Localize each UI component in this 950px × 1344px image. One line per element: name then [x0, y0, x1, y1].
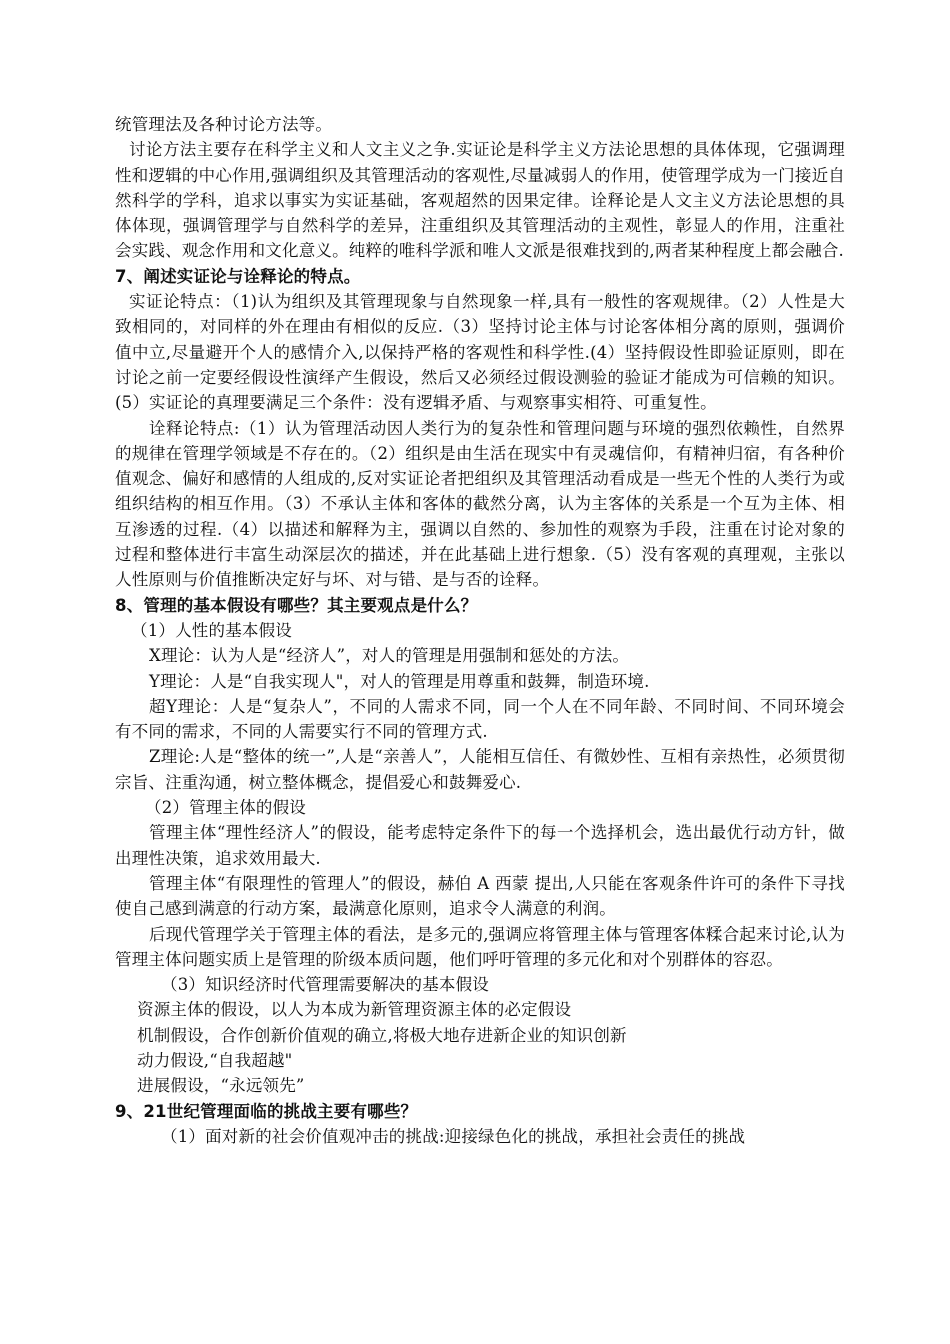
section-heading-7: 7、阐述实证论与诠释论的特点。: [115, 266, 361, 286]
paragraph: 后现代管理学关于管理主体的看法，是多元的,强调应将管理主体与管理客体糅合起来讨论,认为管理主体问题实质上是管理的阶级本质问题，他们呼吁管理的多元化和对个别群体的容忍。: [115, 924, 845, 969]
paragraph: 实证论特点：（1)认为组织及其管理现象与自然现象一样,具有一般性的客观规律。（2）人性是大致相同的，对同样的外在理由有相似的反应.（3）坚持讨论主体与讨论客体相分离的原则，强调价值中立,尽量避开个人的感情介入,以保持严格的客观性和科学性.(4）坚持假设性即验证原则，即在讨论之前一定要经假设性演绎产生假设，然后又必须经过假设测验的验证才能成为可信赖的知识。(5）实证论的真理要满足三个条件：没有逻辑矛盾、与观察事实相符、可重复性。: [115, 292, 845, 413]
subheading: （1）人性的基本假设: [131, 620, 292, 640]
subheading: （2）管理主体的假设: [145, 798, 306, 818]
paragraph: X理论：认为人是“经济人”，对人的管理是用强制和惩处的方法。: [149, 646, 630, 666]
paragraph: 超Y理论：人是“复杂人”，不同的人需求不同，同一个人在不同年龄、不同时间、不同环境会有不同的需求，不同的人需要实行不同的管理方式.: [115, 696, 845, 742]
paragraph: Z理论:人是“整体的统一”,人是“亲善人”，人能相互信任、有微妙性、互相有亲热性，必须贯彻宗旨、注重沟通，树立整体概念，提倡爱心和鼓舞爱心.: [115, 747, 845, 792]
list-item: 进展假设，“永远领先”: [137, 1076, 305, 1096]
list-item: 资源主体的假设，以人为本成为新管理资源主体的必定假设: [137, 1000, 572, 1020]
paragraph: （1）面对新的社会价值观冲击的挑战:迎接绿色化的挑战，承担社会责任的挑战: [161, 1126, 746, 1146]
paragraph: 管理主体“有限理性的管理人”的假设，赫伯 A 西蒙 提出,人只能在客观条件许可的条件下寻找使自己感到满意的行动方案，最满意化原则，追求令人满意的利润。: [115, 873, 845, 919]
section-heading-9: 9、21世纪管理面临的挑战主要有哪些？: [115, 1101, 418, 1121]
document-body: [115, 112, 845, 1149]
paragraph: Y理论：人是“自我实现人"，对人的管理是用尊重和鼓舞，制造环境.: [149, 671, 650, 691]
paragraph: 诠释论特点:（1）认为管理活动因人类行为的复杂性和管理问题与环境的强烈依赖性，自然界的规律在管理学领域是不存在的。（2）组织是由生活在现实中有灵魂信仰，有精神归宿，有各种价值观念、偏好和感情的人组成的,反对实证论者把组织及其管理活动看成是一些无个性的人类行为或组织结构的相互作用。（3）不承认主体和客体的截然分离，认为主客体的关系是一个互为主体、相互渗透的过程.（4）以描述和解释为主，强调以自然的、参加性的观察为手段，注重在讨论对象的过程和整体进行丰富生动深层次的描述，并在此基础上进行想象.（5）没有客观的真理观，主张以人性原则与价值推断决定好与坏、对与错、是与否的诠释。: [115, 418, 845, 590]
list-item: 机制假设，合作创新价值观的确立,将极大地存进新企业的知识创新: [137, 1025, 627, 1045]
paragraph: 讨论方法主要存在科学主义和人文主义之争.实证论是科学主义方法论思想的具体体现，它强调理性和逻辑的中心作用,强调组织及其管理活动的客观性,尽量减弱人的作用，使管理学成为一门接近自然科学的学科，追求以事实为实证基础，客观超然的因果定律。诠释论是人文主义方法论思想的具体体现，强调管理学与自然科学的差异，注重组织及其管理活动的主观性，彰显人的作用，注重社会实践、观念作用和文化意义。纯粹的唯科学派和唯人文派是很难找到的,两者某种程度上都会融合.: [115, 140, 845, 261]
paragraph: 统管理法及各种讨论方法等。: [115, 115, 333, 134]
paragraph: 管理主体“理性经济人”的假设，能考虑特定条件下的每一个选择机会，选出最优行动方针，做出理性决策，追求效用最大.: [115, 823, 845, 868]
list-item: 动力假设,“自我超越": [137, 1050, 293, 1070]
subheading: （3）知识经济时代管理需要解决的基本假设: [161, 975, 489, 995]
section-heading-8: 8、管理的基本假设有哪些？其主要观点是什么？: [115, 595, 478, 615]
